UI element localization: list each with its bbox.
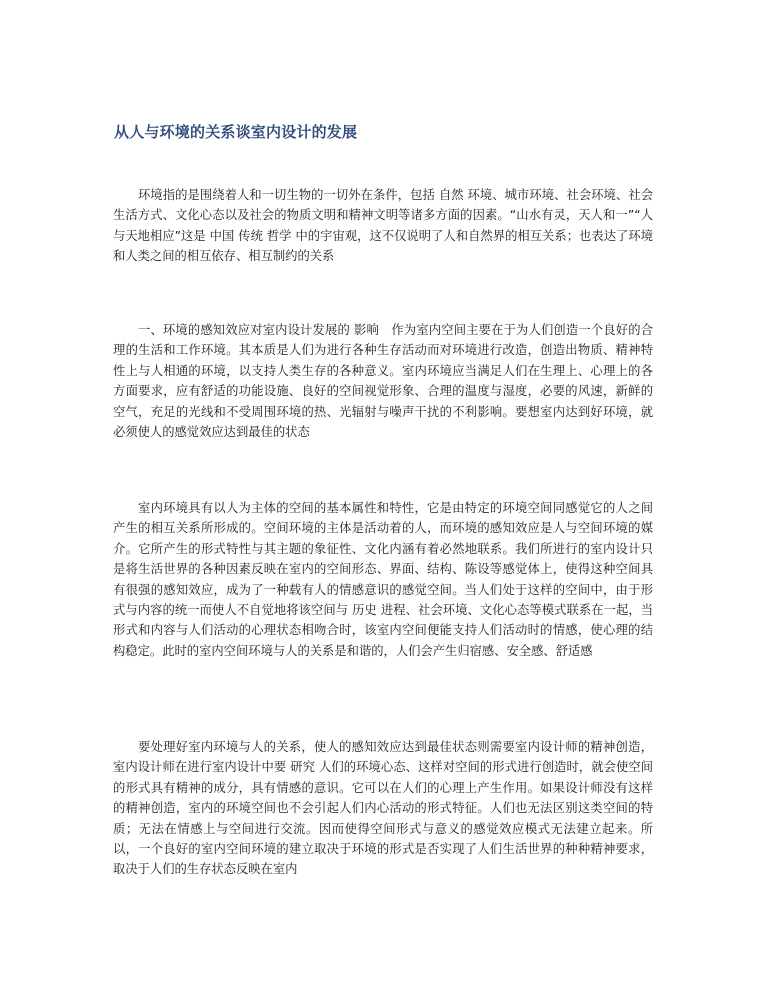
paragraph-perception-effect: 一、环境的感知效应对室内设计发展的 影响 作为室内空间主要在于为人们创造一个良好的合理的生活和工作环境。其本质是人们为进行各种生存活动而对环境进行改造，创造出物质、精神特性上与人相通的环境，以支持人类生存的各种意义。室内环境应当满足人们在生理上、心理上的各方面要求，应有舒适的功能设施、良好的空间视觉形象、合理的温度与湿度，必要的风速，新鲜的空气，充足的光线和不受周围环境的热、光辐射与噪声干扰的不利影响。要想室内达到好环境，就必须使人的感觉效应达到最佳的状态	[113, 323, 653, 440]
paragraph-environment-definition: 环境指的是围绕着人和一切生物的一切外在条件，包括 自然 环境、城市环境、社会环境、社会生活方式、文化心态以及社会的物质文明和精神文明等诸多方面的因素。“山水有灵，天人和一”“人与天地相应”这是 中国 传统 哲学 中的宇宙观，这不仅说明了人和自然界的相互关系；也表达了环境和人类之间的相互依存、相互制约的关系	[113, 188, 653, 264]
paragraph-interior-environment: 室内环境具有以人为主体的空间的基本属性和特性，它是由特定的环境空间同感觉它的人之间产生的相互关系所形成的。空间环境的主体是活动着的人，而环境的感知效应是人与空间环境的媒介。它所产生的形式特性与其主题的象征性、文化内涵有着必然地联系。我们所进行的室内设计只是将生活世界的各种因素反映在室内的空间形态、界面、结构、陈设等感觉体上，使得这种空间具有很强的感知效应，成为了一种载有人的情感意识的感觉空间。当人们处于这样的空间中，由于形式与内容的统一而使人不自觉地将该空间与 历史 进程、社会环境、文化心态等模式联系在一起，当形式和内容与人们活动的心理状态相吻合时，该室内空间便能支持人们活动时的情感，使心理的结构稳定。此时的室内空间环境与人的关系是和谐的，人们会产生归宿感、安全感、舒适感	[113, 501, 653, 658]
document-title: 从人与环境的关系谈室内设计的发展	[114, 123, 358, 141]
paragraph-designer-creation: 要处理好室内环境与人的关系，使人的感知效应达到最佳状态则需要室内设计师的精神创造，室内设计师在进行室内设计中要 研究 人们的环境心态、这样对空间的形式进行创造时，就会使空间的形式具有精神的成分，具有情感的意识。它可以在人们的心理上产生作用。如果设计师没有这样的精神创造，室内的环境空间也不会引起人们内心活动的形式特征。人们也无法区别这类空间的特质；无法在情感上与空间进行交流。因而使得空间形式与意义的感觉效应模式无法建立起来。所以，一个良好的室内空间环境的建立取决于环境的形式是否实现了人们生活世界的种种精神要求，取决于人们的生存状态反映在室内	[113, 740, 653, 877]
